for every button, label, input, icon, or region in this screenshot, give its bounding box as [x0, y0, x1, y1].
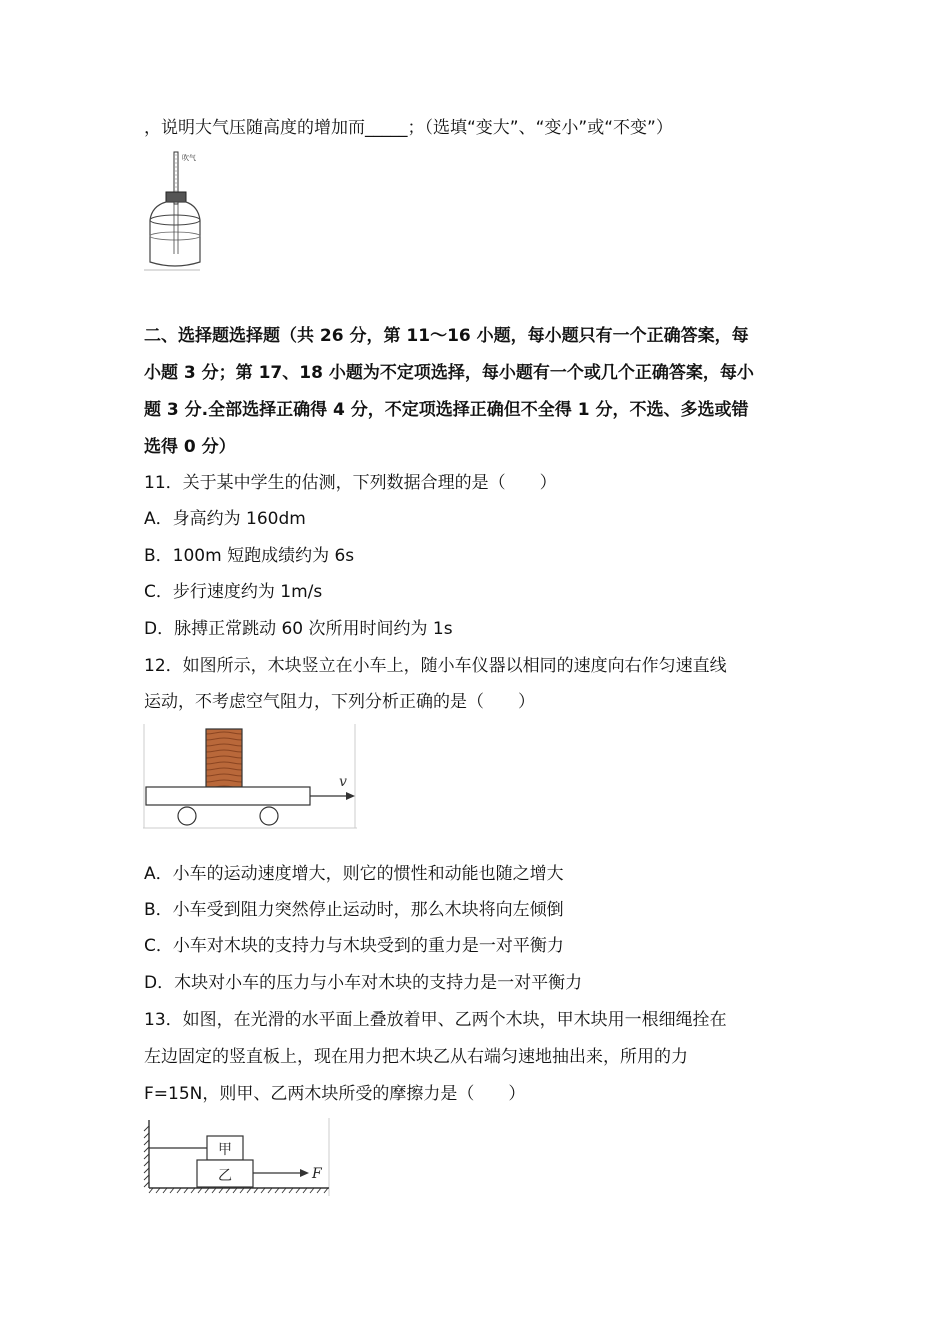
q13-stem-line-2: 左边固定的竖直板上，现在用力把木块乙从右端匀速地抽出来，所用的力 [144, 1047, 688, 1067]
fig1-label: 吹气 [182, 154, 196, 162]
q11-option-c: C．步行速度约为 1m/s [144, 582, 323, 602]
bottle-figure [144, 150, 206, 272]
blocks-figure [143, 1116, 333, 1198]
cart-figure [143, 724, 359, 830]
q11-option-b: B．100m 短跑成绩约为 6s [144, 546, 355, 566]
section2-heading-line-2: 小题 3 分；第 17、18 小题为不定项选择，每小题有一个或几个正确答案，每小 [144, 363, 754, 383]
velocity-label: v [339, 774, 347, 790]
q13-stem-line-1: 13．如图，在光滑的水平面上叠放着甲、乙两个木块，甲木块用一根细绳拴在 [144, 1010, 727, 1030]
q12-stem-line-2: 运动，不考虑空气阻力，下列分析正确的是（ ） [144, 692, 535, 712]
q12-option-b: B．小车受到阻力突然停止运动时，那么木块将向左倾倒 [144, 900, 564, 920]
q12-option-c: C．小车对木块的支持力与木块受到的重力是一对平衡力 [144, 936, 564, 956]
force-label: F [312, 1166, 322, 1182]
wooden-block [206, 729, 242, 787]
intro-line: ，说明大气压随高度的增加而_____；（选填“变大”、“变小”或“不变”） [144, 118, 673, 138]
block-yi-label: 乙 [218, 1168, 232, 1184]
cart-wheel-right [260, 807, 278, 825]
q13-stem-line-3: F=15N，则甲、乙两木块所受的摩擦力是（ ） [144, 1084, 526, 1104]
block-jia-label: 甲 [218, 1142, 232, 1158]
q11-stem: 11．关于某中学生的估测，下列数据合理的是（ ） [144, 473, 557, 493]
q11-option-a: A．身高约为 160dm [144, 509, 306, 529]
section2-heading-line-1: 二、选择题选择题（共 26 分，第 11～16 小题，每小题只有一个正确答案，每 [144, 326, 749, 346]
section2-heading-line-3: 题 3 分.全部选择正确得 4 分，不定项选择正确但不全得 1 分，不选、多选或错 [144, 400, 749, 420]
q12-option-a: A．小车的运动速度增大，则它的惯性和动能也随之增大 [144, 864, 564, 884]
cart-board [146, 787, 310, 805]
section2-heading-line-4: 选得 0 分） [144, 437, 236, 457]
q12-stem-line-1: 12．如图所示，木块竖立在小车上，随小车仪器以相同的速度向右作匀速直线 [144, 656, 727, 676]
cart-wheel-left [178, 807, 196, 825]
q12-option-d: D．木块对小车的压力与小车对木块的支持力是一对平衡力 [144, 973, 583, 993]
q11-option-d: D．脉搏正常跳动 60 次所用时间约为 1s [144, 619, 453, 639]
